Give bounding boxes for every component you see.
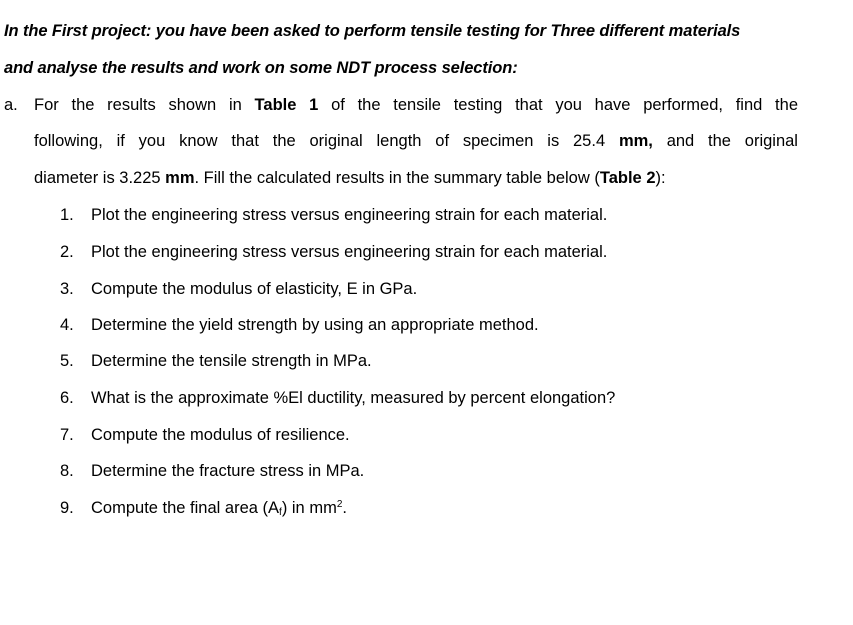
part-a-line-2-post: and the original	[666, 132, 798, 150]
list-item-number: 8.	[60, 462, 74, 480]
list-item-text: Compute the modulus of elasticity, E in GPa.	[91, 280, 418, 298]
list-item-text: What is the approximate %El ductility, measured by percent elongation?	[91, 389, 616, 407]
list-item-number: 2.	[60, 243, 74, 261]
part-a-line-2-pre: following, if you know that the original length of specimen is 25.4	[34, 132, 606, 150]
table-2-ref: Table 2	[599, 169, 656, 187]
part-a-marker: a.	[4, 96, 18, 114]
part-a-line-3-post: ):	[655, 169, 666, 187]
part-a-line-3	[34, 169, 666, 188]
list-item-text: Plot the engineering stress versus engineering strain for each material.	[91, 243, 608, 261]
list-item-text: Determine the tensile strength in MPa.	[91, 352, 372, 370]
intro-line-1: In the First project: you have been asked to perform tensile testing for Three different materials	[4, 22, 741, 40]
part-a-line-1-pre: For the results shown in	[34, 96, 242, 114]
list-item-text: Compute the modulus of resilience.	[91, 426, 350, 444]
list-item-number: 9.	[60, 499, 74, 517]
list-item-text: Plot the engineering stress versus engineering strain for each material.	[91, 206, 608, 224]
intro-line-2: and analyse the results and work on some NDT process selection:	[4, 59, 518, 77]
table-1-ref: Table 1	[254, 96, 319, 114]
list-item-4	[60, 316, 539, 335]
list-item-text: Determine the fracture stress in MPa.	[91, 462, 365, 480]
part-a-line-1	[34, 96, 798, 115]
list-item-text-pre: Compute the final area (A	[91, 499, 280, 517]
subscript-f: f	[279, 507, 282, 518]
unit-mm-bold: mm,	[618, 132, 653, 150]
part-a-line-3-mid: . Fill the calculated results in the summary table below (	[194, 169, 600, 187]
list-item-number: 6.	[60, 389, 74, 407]
list-item-7	[60, 426, 350, 445]
part-a-line-2	[34, 132, 798, 151]
list-item-8	[60, 462, 364, 481]
list-item-5	[60, 352, 372, 371]
list-item-text: Determine the yield strength by using an appropriate method.	[91, 316, 539, 334]
list-item-6	[60, 389, 615, 408]
list-item-number: 5.	[60, 352, 74, 370]
part-a-line-1-post: of the tensile testing that you have performed, find the	[331, 96, 798, 114]
part-a-line-3-pre: diameter is 3.225	[34, 169, 161, 187]
list-item-number: 1.	[60, 206, 74, 224]
list-item-number: 3.	[60, 280, 74, 298]
list-item-2	[60, 243, 607, 262]
list-item-1	[60, 206, 607, 225]
list-item-9	[60, 499, 347, 518]
list-item-number: 4.	[60, 316, 74, 334]
unit-mm-bold-2: mm	[165, 169, 195, 187]
superscript-2: 2	[336, 499, 343, 510]
list-item-text-post: .	[342, 499, 347, 517]
list-item-number: 7.	[60, 426, 74, 444]
list-item-text-mid: ) in mm	[281, 499, 337, 517]
list-item-3	[60, 280, 417, 299]
